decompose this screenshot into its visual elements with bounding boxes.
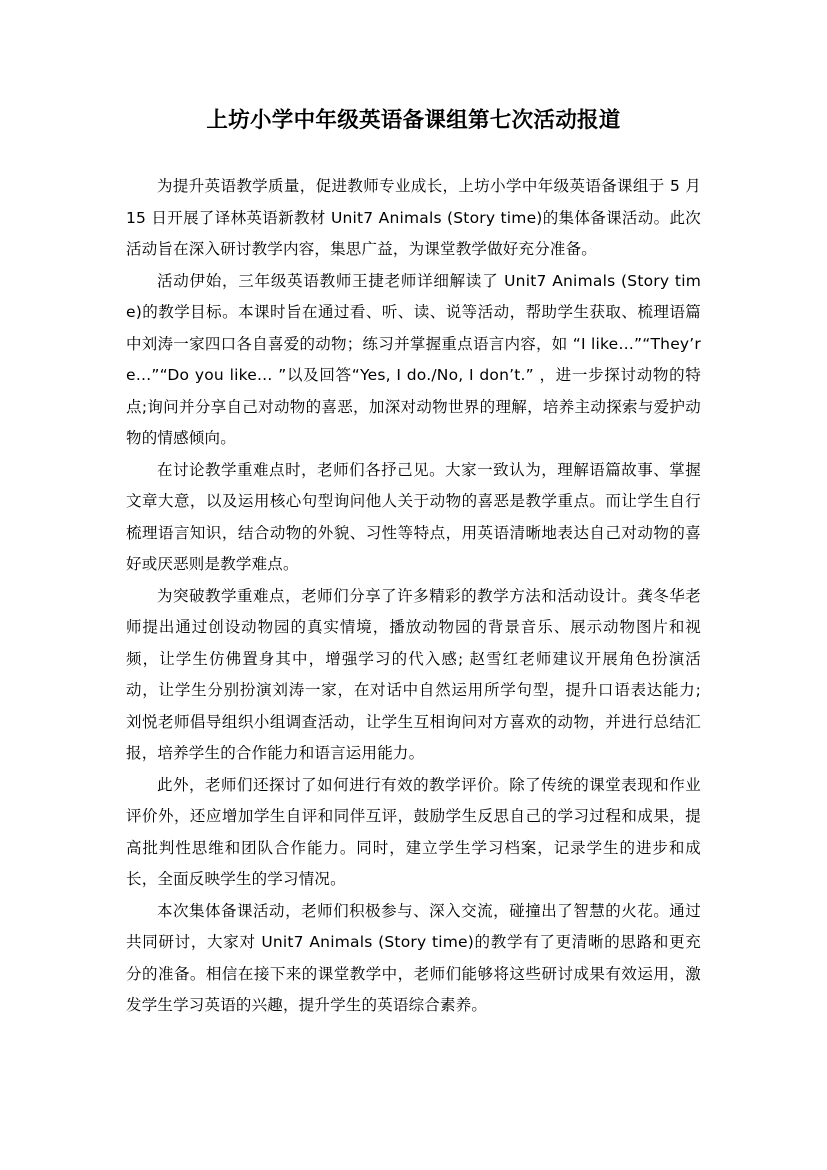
paragraph-evaluation: 此外，老师们还探讨了如何进行有效的教学评价。除了传统的课堂表现和作业评价外，还应增加学生自评和同伴互评，鼓励学生反思自己的学习过程和成果，提高批判性思维和团队合作能力。同时，建立学生学习档案，记录学生的进步和成长，全面反映学生的学习情况。 bbox=[126, 775, 701, 888]
document-title: 上坊小学中年级英语备课组第七次活动报道 bbox=[206, 108, 621, 133]
paragraph-teaching-goals: 活动伊始，三年级英语教师王捷老师详细解读了 Unit7 Animals (Story time)的教学目标。本课时旨在通过看、听、读、说等活动，帮助学生获取、梳理语篇中刘涛一家四口各自喜爱的动物；练习并掌握重点语言内容，如 “I like…”“They’re…”“Do you like… ”以及回答“Yes, I do./No, I don’t.” ，进一步探讨动物的特点;询问并分享自己对动物的喜恶，加深对动物世界的理解，培养主动探索与爱护动物的情感倾向。 bbox=[126, 271, 701, 447]
paragraph-intro: 为提升英语教学质量，促进教师专业成长，上坊小学中年级英语备课组于 5 月 15 日开展了译林英语新教材 Unit7 Animals (Story time)的集体备课活动。此次活动旨在深入研讨教学内容，集思广益，为课堂教学做好充分准备。 bbox=[126, 177, 701, 258]
paragraph-conclusion: 本次集体备课活动，老师们积极参与、深入交流，碰撞出了智慧的火花。通过共同研讨，大家对 Unit7 Animals (Story time)的教学有了更清晰的思路和更充分的准备。相信在接下来的课堂教学中，老师们能够将这些研讨成果有效运用，激发学生学习英语的兴趣，提升学生的英语综合素养。 bbox=[126, 901, 701, 1014]
paragraph-key-points: 在讨论教学重难点时，老师们各抒己见。大家一致认为，理解语篇故事、掌握文章大意，以及运用核心句型询问他人关于动物的喜恶是教学重点。而让学生自行梳理语言知识，结合动物的外貌、习性等特点，用英语清晰地表达自己对动物的喜好或厌恶则是教学难点。 bbox=[126, 460, 701, 573]
paragraph-teaching-methods: 为突破教学重难点，老师们分享了许多精彩的教学方法和活动设计。龚冬华老师提出通过创设动物园的真实情境，播放动物园的背景音乐、展示动物图片和视频，让学生仿佛置身其中，增强学习的代入感; 赵雪红老师建议开展角色扮演活动，让学生分别扮演刘涛一家，在对话中自然运用所学句型，提升口语表达能力; 刘悦老师倡导组织小组调查活动，让学生互相询问对方喜欢的动物，并进行总结汇报，培养学生的合作能力和语言运用能力。 bbox=[126, 586, 701, 762]
